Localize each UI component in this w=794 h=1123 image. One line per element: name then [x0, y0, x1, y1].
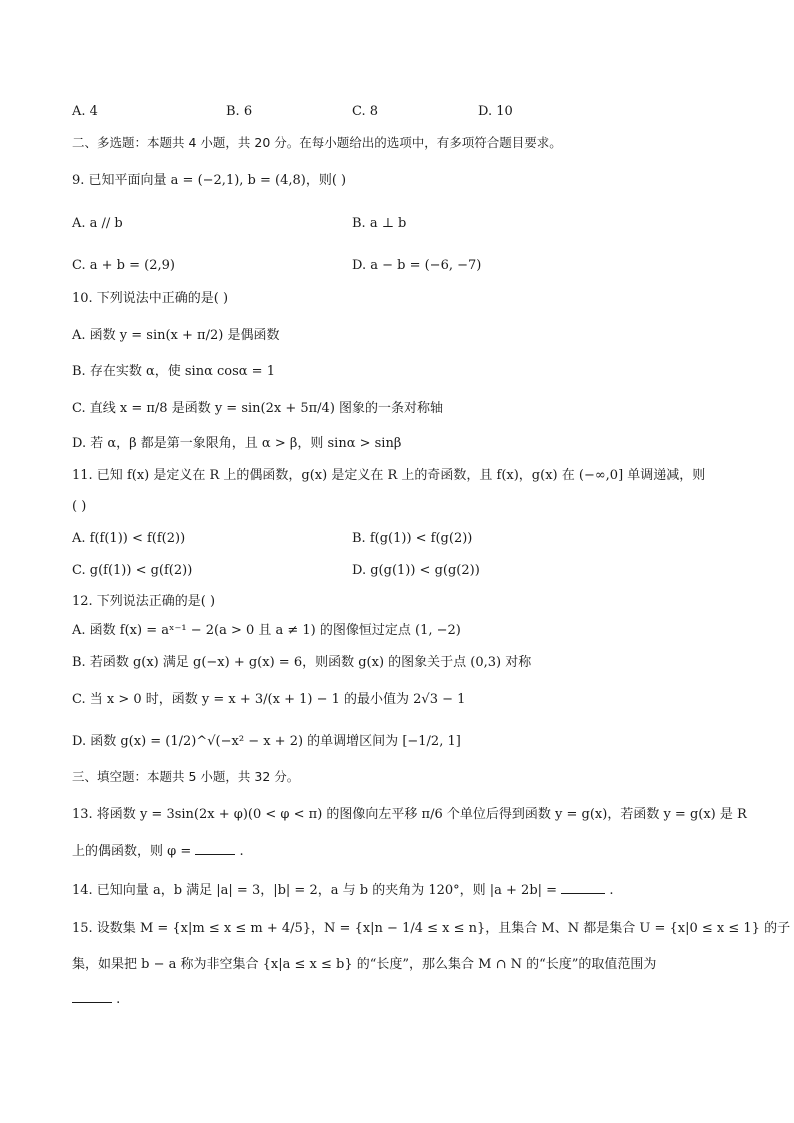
- q8-option-b: B. 6: [226, 104, 253, 119]
- q12-stem: 12. 下列说法正确的是( ): [72, 594, 216, 609]
- q13-line1: 13. 将函数 y = 3sin(2x + φ)(0 < φ < π) 的图像向左平移 π/6 个单位后得到函数 y = g(x)，若函数 y = g(x) 是 R: [72, 807, 747, 822]
- q9-option-b: B. a ⊥ b: [352, 216, 407, 231]
- q15-line3: [72, 990, 120, 1009]
- q9-option-a: A. a // b: [72, 216, 123, 231]
- section-heading-multiple-choice: 二、多选题：本题共 4 小题，共 20 分。在每小题给出的选项中，有多项符合题目要求。: [72, 135, 562, 150]
- q10-stem: 10. 下列说法中正确的是( ): [72, 291, 229, 306]
- section-heading-fill-in: 三、填空题：本题共 5 小题，共 32 分。: [72, 769, 300, 784]
- q8-option-a: A. 4: [72, 104, 98, 119]
- q8-option-d: D. 10: [478, 104, 513, 119]
- q11-option-d: D. g(g(1)) < g(g(2)): [352, 563, 480, 578]
- q10-option-b: B. 存在实数 α，使 sinα cosα = 1: [72, 364, 275, 379]
- q12-option-d: D. 函数 g(x) = (1/2)^√(−x² − x + 2) 的单调增区间为 [−1/2, 1]: [72, 734, 461, 749]
- q12-option-a: A. 函数 f(x) = aˣ⁻¹ − 2(a > 0 且 a ≠ 1) 的图像恒过定点 (1, −2): [72, 623, 461, 638]
- q14-answer-blank[interactable]: [561, 881, 605, 894]
- q11-option-a: A. f(f(1)) < f(f(2)): [72, 531, 186, 546]
- q15-line2: 集，如果把 b − a 称为非空集合 {x|a ≤ x ≤ b} 的“长度”，那么集合 M ∩ N 的“长度”的取值范围为: [72, 957, 657, 972]
- q11-stem-line1: 11. 已知 f(x) 是定义在 R 上的偶函数，g(x) 是定义在 R 上的奇函数，且 f(x)，g(x) 在 (−∞,0] 单调递减，则: [72, 468, 706, 483]
- q11-stem-line2: ( ): [72, 499, 87, 514]
- q9-option-c: C. a + b = (2,9): [72, 258, 175, 273]
- q14-end: .: [609, 883, 614, 898]
- q10-option-d: D. 若 α，β 都是第一象限角，且 α > β，则 sinα > sinβ: [72, 436, 402, 451]
- q12-option-b: B. 若函数 g(x) 满足 g(−x) + g(x) = 6，则函数 g(x) 的图象关于点 (0,3) 对称: [72, 655, 532, 670]
- q11-option-c: C. g(f(1)) < g(f(2)): [72, 563, 193, 578]
- q10-option-c: C. 直线 x = π/8 是函数 y = sin(2x + 5π/4) 图象的一条对称轴: [72, 401, 444, 416]
- q13-answer-blank[interactable]: [195, 842, 235, 855]
- q13-line2-text: 上的偶函数，则 φ =: [72, 844, 192, 859]
- q9-stem: 9. 已知平面向量 a = (−2,1), b = (4,8)，则( ): [72, 173, 347, 188]
- q12-option-c: C. 当 x > 0 时，函数 y = x + 3/(x + 1) − 1 的最小值为 2√3 − 1: [72, 692, 466, 707]
- q8-option-c: C. 8: [352, 104, 379, 119]
- q13-line2: [72, 842, 244, 861]
- q14-line: [72, 881, 613, 900]
- q9-option-d: D. a − b = (−6, −7): [352, 258, 482, 273]
- q15-answer-blank[interactable]: [72, 990, 112, 1003]
- q15-line1: 15. 设数集 M = {x|m ≤ x ≤ m + 4/5}，N = {x|n − 1/4 ≤ x ≤ n}，且集合 M、N 都是集合 U = {x|0 ≤ x ≤ 1} 的子: [72, 921, 791, 936]
- q13-end: .: [239, 844, 244, 859]
- q11-option-b: B. f(g(1)) < f(g(2)): [352, 531, 473, 546]
- q15-end: .: [116, 992, 121, 1007]
- q10-option-a: A. 函数 y = sin(x + π/2) 是偶函数: [72, 328, 280, 343]
- q14-text: 14. 已知向量 a，b 满足 |a| = 3，|b| = 2，a 与 b 的夹角为 120°，则 |a + 2b| =: [72, 883, 558, 898]
